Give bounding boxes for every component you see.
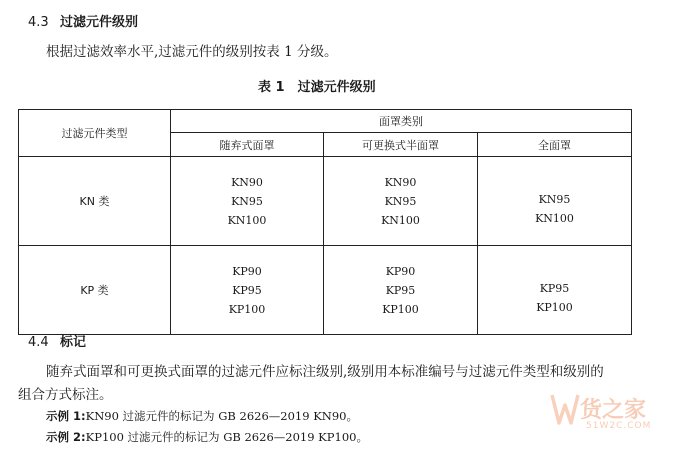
paragraph-4-4-line1: 随弃式面罩和可更换式面罩的过滤元件应标注级别,级别用本标准编号与过滤元件类型和级别的 [46,364,604,380]
subheader-replaceable-half: 可更换式半面罩 [324,133,478,157]
grade-value: KP100 [382,302,419,316]
table-cell [324,157,478,246]
subheader-disposable: 随弃式面罩 [171,133,324,157]
grade-value: KP90 [232,264,262,278]
grade-value: KP100 [228,302,266,316]
grade-value: KP90 [385,264,416,278]
grade-value: KN95 [538,193,571,206]
section-heading-4-4 [28,331,86,350]
subheader-full-face: 全面罩 [478,133,632,157]
header-mask-category: 面罩类别 [171,110,632,133]
table-cell [171,246,324,335]
header-filter-type: 过滤元件类型 [19,110,171,157]
grade-value: KP100 [536,301,573,314]
watermark-text: 货之家 [580,398,647,423]
row-type-kp: KP 类 [19,246,171,335]
grade-value: KN90 [231,175,263,189]
section-number: 4.4 [28,335,49,350]
example-text: KN90 过滤元件的标记为 GB 2626—2019 KN90。 [85,409,358,423]
table-row [19,246,632,335]
grade-value: KN95 [231,194,263,208]
filter-grade-table [18,109,632,335]
table-row [19,157,632,246]
example-label: 示例 2: [46,430,86,444]
grade-value: KP95 [232,283,262,297]
paragraph-4-4-line2: 组合方式标注。 [18,387,113,403]
watermark-sub: 51W2C.COM [586,421,652,431]
grade-value: KN100 [227,213,267,227]
grade-value: KP95 [539,282,570,295]
section-heading-4-3 [28,11,138,30]
grade-value: KN90 [384,175,417,189]
grade-value: KN100 [381,213,420,227]
paragraph-4-3: 根据过滤效率水平,过滤元件的级别按表 1 分级。 [46,44,338,60]
w-logo-icon [550,389,580,429]
example-1 [46,408,358,424]
section-title: 标记 [60,335,87,350]
grade-value: KN100 [535,212,574,225]
grade-value: KN95 [384,194,417,208]
example-label: 示例 1: [46,409,86,423]
example-text: KP100 过滤元件的标记为 GB 2626—2019 KP100。 [85,430,368,444]
watermark [550,385,670,445]
grade-value: KP95 [385,283,416,297]
row-type-kn: KN 类 [19,157,171,246]
table-cell [478,246,632,335]
example-2 [46,429,368,445]
table-caption: 表 1 过滤元件级别 [258,80,376,95]
table-header-row [19,110,632,133]
section-title: 过滤元件级别 [60,15,139,30]
section-number: 4.3 [28,15,49,30]
table-cell [324,246,478,335]
table-cell [171,157,324,246]
table-cell [478,157,632,246]
